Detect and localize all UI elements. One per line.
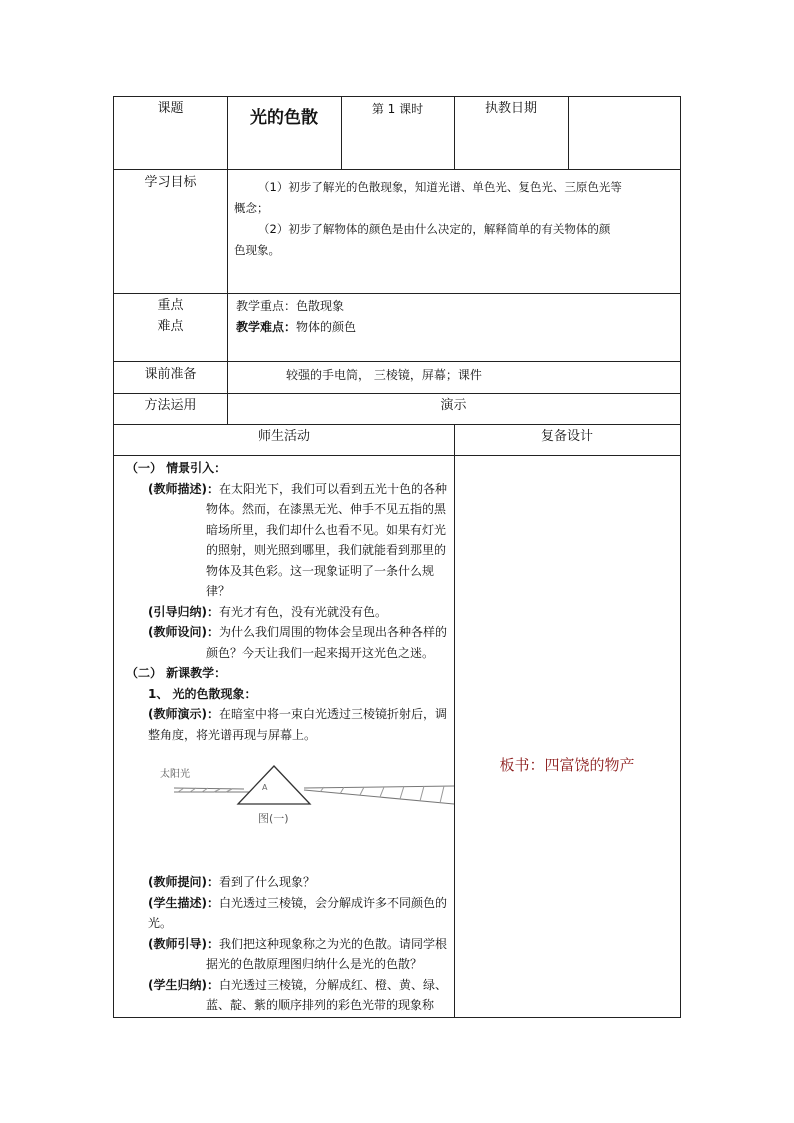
row-divider [114,455,680,456]
text-line: 物体。然而，在漆黑无光、伸手不见五指的黑 [206,502,447,516]
student-summary-tag: (学生归纳)： [148,977,219,992]
prep-value: 较强的手电筒， 三棱镜，屏幕；课件 [286,368,482,382]
goal-2: （2）初步了解物体的颜色是由什么决定的，解释简单的有关物体的颜 [258,222,611,236]
figure-caption: 图(一) [258,812,289,825]
section-2-title: （二） 新课教学： [126,666,227,680]
teaching-difficulty [236,317,666,337]
focus-value: 色散现象 [296,299,345,313]
activity-content-2 [126,872,452,1016]
teacher-question-tag: (教师设问)： [148,625,219,639]
row-divider [114,361,680,362]
student-describe-tag: (学生描述)： [148,895,219,910]
text-line: 我们把这种现象称之为光的色散。请同学根 [218,936,447,951]
design-header: 复备设计 [540,429,593,444]
text-line: 的照射，则光照到哪里，我们就能看到那里的 [206,543,447,557]
lesson-plan-table [113,96,681,1018]
text-line: 据光的色散原理图归纳什么是光的色散？ [206,957,423,971]
text-line: 白光透过三棱镜，会分解成许多不同颜色的 [218,895,447,910]
text-line: 光。 [148,916,173,930]
col-divider [454,424,455,1017]
light-beam [174,788,249,792]
teacher-describe-tag: (教师描述)： [148,481,219,496]
teaching-focus [236,296,666,316]
focus-tag: 教学重点： [236,299,297,313]
period: 第 1 课时 [371,102,424,116]
text-line: 蓝、靛、紫的顺序排列的彩色光带的现象称 [206,998,435,1012]
goals-label: 学习目标 [144,175,197,190]
text-line: 为什么我们周围的物体会呈现出各种各样的 [218,625,447,639]
method-value: 演示 [440,398,467,413]
goal-2-cont: 色现象。 [234,243,280,257]
text-line: 看到了什么现象？ [218,875,315,889]
text-line: 物体及其色彩。这一现象证明了一条什么规 [206,563,435,578]
prep-label: 课前准备 [144,367,197,382]
col-divider [568,97,569,169]
guide-summary-tag: (引导归纳)： [148,604,219,619]
row-divider [114,424,680,425]
row-divider [114,393,680,394]
prism-icon [238,766,310,804]
teacher-demo-tag: (教师演示)： [148,707,219,721]
topic-label: 课题 [157,101,184,116]
subsection-title: 1、 光的色散现象： [148,686,257,701]
method-label: 方法运用 [144,398,197,413]
difficulty-label: 难点 [157,319,184,334]
date-label: 执教日期 [484,101,537,116]
topic-value: 光的色散 [250,108,318,128]
goals-text [234,177,674,261]
text-line: 有光才有色，没有光就没有色。 [218,604,387,619]
sunlight-label: 太阳光 [160,769,190,780]
activity-header: 师生活动 [257,429,310,444]
text-line: 在暗室中将一束白光透过三棱镜折射后，调 [218,707,447,721]
activity-content [126,458,452,745]
teacher-ask-tag: (教师提问)： [148,875,219,889]
focus-label: 重点 [157,298,184,313]
section-1-title: （一） 情景引入： [126,461,227,475]
blackboard-note: 板书：四富饶的物产 [499,756,635,774]
goal-1: （1）初步了解光的色散现象，知道光谱、单色光、复色光、三原色光等 [258,180,622,194]
row-divider [114,293,680,294]
text-line: 暗场所里，我们却什么也看不见。如果有灯光 [206,522,447,537]
text-line: 白光透过三棱镜，分解成红、橙、黄、绿、 [218,977,447,992]
col-divider [227,97,228,424]
text-line: 在太阳光下，我们可以看到五光十色的各种 [218,481,447,496]
text-line: 律？ [206,584,231,598]
goal-1-cont: 概念； [234,201,269,215]
row-divider [114,169,680,170]
teacher-guide-tag: (教师引导)： [148,936,219,951]
prism-dispersion-figure [154,762,454,857]
text-line: 颜色？今天让我们一起来揭开这光色之迷。 [206,645,435,660]
difficulty-value: 物体的颜色 [296,320,357,334]
difficulty-tag: 教学难点： [236,320,297,334]
svg-text:A: A [262,783,268,792]
text-line: 整角度，将光谱再现与屏幕上。 [148,727,317,742]
spectrum-fan [304,786,454,804]
